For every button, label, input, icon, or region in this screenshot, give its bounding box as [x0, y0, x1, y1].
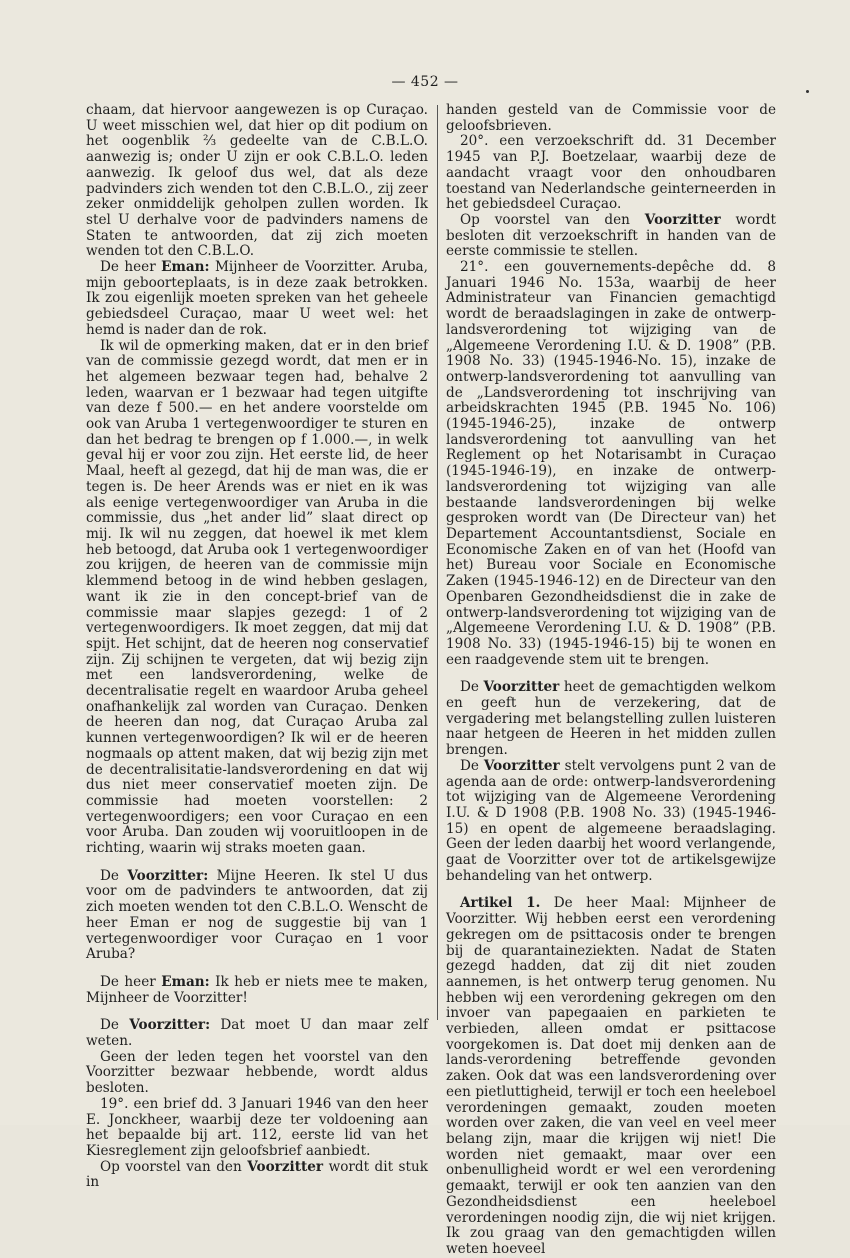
speaker-name: Voorzitter:	[127, 867, 209, 884]
paragraph: De heer Eman: Ik heb er niets mee te maken, Mijnheer de Voorzitter!	[86, 973, 428, 1006]
page-number: — 452 —	[391, 74, 459, 90]
paragraph: Op voorstel van den Voorzitter wordt besloten dit verzoekschrift in handen van de eerste commissie te stellen.	[446, 211, 776, 260]
paragraph: 20°. een verzoekschrift dd. 31 December 1945 van P.J. Boetzelaar, waarbij deze de aandacht vraagt voor den onhoudbaren toestand van Nederlandsche geinterneerden in het gebiedsdeel Curaçao.	[446, 133, 776, 213]
paragraph: De Voorzitter: Dat moet U dan maar zelf weten.	[86, 1017, 428, 1050]
paragraph: De Voorzitter: Mijne Heeren. Ik stel U dus voor om de padvinders te antwoorden, dat zij zich moeten wenden tot den C.B.L.O. Wenscht de heer Eman er nog de suggestie bij van 1 vertegenwoordiger voor Curaçao en 1 voor Aruba?	[86, 867, 428, 963]
paragraph: handen gesteld van de Commissie voor de geloofsbrieven.	[446, 102, 776, 134]
left-column	[86, 103, 428, 1191]
speaker-name: Voorzitter	[644, 211, 721, 228]
speaker-name: Eman:	[161, 259, 210, 276]
paragraph: chaam, dat hiervoor aangewezen is op Curaçao. U weet misschien wel, dat hier op dit podium on het oogenblik ⅔ gedeelte van de C.B.L.O. aanwezig is; onder U zijn er ook C.B.L.O. leden aanwezig. Ik geloof dus wel, dat als deze padvinders zich wenden tot den C.B.L.O., zij zeer zeker onmiddelijk geholpen zullen worden. Ik stel U derhalve voor de padvinders namens de Staten te antwoorden, dat zij zich moeten wenden tot den C.B.L.O.	[86, 102, 428, 260]
paragraph: 21°. een gouvernements-depêche dd. 8 Januari 1946 No. 153a, waarbij de heer Administrateur van Financien gemachtigd wordt de beraadslagingen in zake de ontwerp-landsverordening tot wijziging van de „Algemeene Verordening I.U. & D. 1908” (P.B. 1908 No. 33) (1945-1946-No. 15), inzake de ontwerp-landsverordening tot aanvulling van de „Landsverordening tot inschrijving van arbeidskrachten 1945 (P.B. 1945 No. 106) (1945-1946-25), inzake de ontwerp landsverordening tot aanvulling van het Reglement op het Notarisambt in Curaçao (1945-1946-19), en inzake de ontwerp-landsverordening tot wijziging van alle bestaande landsverordeningen bij welke gesproken wordt van (De Directeur van) het Departement Accountantsdienst, Sociale en Economische Zaken en of van het (Hoofd van het) Bureau voor Sociale en Economische Zaken (1945-1946-12) en de Directeur van den Openbaren Gezondheidsdienst die in zake de ontwerp-landsverordening tot wijziging van de „Algemeene Verordening I.U. & D. 1908” (P.B. 1908 No. 33) (1945-1946-15) bij te wonen en een raadgevende stem uit te brengen.	[446, 259, 776, 668]
paragraph: Op voorstel van den Voorzitter wordt dit stuk in	[86, 1158, 428, 1191]
paragraph: Artikel 1. De heer Maal: Mijnheer de Voorzitter. Wij hebben eerst een verordening gekregen om de psittacosis onder te brengen bij de quarantaineziekten. Nadat de Staten gezegd hadden, dat zij dit niet zouden aannemen, is het ontwerp terug genomen. Nu hebben wij een verordening gekregen om den invoer van papegaaien en parkieten te verbieden, alleen omdat er psittacose voorgekomen is. Dat doet mij denken aan de lands-verordening betreffende gevonden zaken. Ook dat was een landsverordening over een pietluttigheid, terwijl er toch een heeleboel verordeningen gemaakt, zouden moeten worden over zaken, die van veel en veel meer belang zijn, maar die krijgen wij niet! Die worden niet gemaakt, maar over een onbenulligheid wordt er wel een verordening gemaakt, terwijl er ook ten aanzien van den Gezondheidsdienst een heeleboel verordeningen noodig zijn, die wij niet krijgen. Ik zou graag van den gemachtigden willen weten hoeveel	[446, 895, 777, 1257]
paragraph: Ik wil de opmerking maken, dat er in den brief van de commissie gezegd wordt, dat men er in het algemeen bezwaar tegen had, behalve 2 leden, waarvan er 1 bezwaar had tegen uitgifte van deze f 500.— en het andere voorstelde om ook van Aruba 1 vertegenwoordiger te sturen en dan het bedrag te brengen op f 1.000.—, in welk geval hij er voor zou zijn. Het eerste lid, de heer Maal, heeft al gezegd, dat hij de man was, die er tegen is. De heer Arends was er niet en ik was als eenige vertegenwoordiger van Aruba in die commissie, dus „het ander lid” slaat direct op mij. Ik wil nu zeggen, dat hoewel ik met klem heb betoogd, dat Aruba ook 1 vertegenwoordiger zou krijgen, de heeren van de commissie mijn klemmend betoog in de wind hebben geslagen, want ik zie in den concept-brief van de commissie maar slapjes gezegd: 1 of 2 vertegenwoordigers. Ik moet zeggen, dat mij dat spijt. Het schijnt, dat de heeren nog conservatief zijn. Zij schijnen te vergeten, dat wij bezig zijn met een landsverordening, welke de decentralisatie regelt en waardoor Aruba geheel onafhankelijk zal worden van Curaçao. Denken de heeren dan nog, dat Curaçao Aruba zal kunnen vertegenwoordigen? Ik wil er de heeren nogmaals op attent maken, dat wij bezig zijn met de decentralisitatie-landsverordening en dat wij dus niet meer conservatief moeten zijn. De commissie had moeten voorstellen: 2 vertegenwoordigers; een voor Curaçao en een voor Aruba. Dan zouden wij vooruitloopen in de richting, waarin wij straks moeten gaan.	[86, 337, 428, 857]
speaker-name: Eman:	[161, 973, 210, 990]
paragraph: 19°. een brief dd. 3 Januari 1946 van den heer E. Jonckheer, waarbij deze ter voldoening aan het bepaalde bij art. 112, eerste lid van het Kiesreglement zijn geloofsbrief aanbiedt.	[86, 1095, 428, 1159]
speaker-name: Voorzitter	[483, 679, 560, 696]
paragraph: De Voorzitter stelt vervolgens punt 2 van de agenda aan de orde: ontwerp-landsverordening tot wijziging van de Algemeene Verordening I.U. & D 1908 (P.B. 1908 No. 33) (1945-1946-15) en opent de algemeene beraadslaging. Geen der leden daarbij het woord verlangende, gaat de Voorzitter over tot de artikelsgewijze behandeling van het ontwerp.	[446, 757, 776, 884]
speaker-name: Voorzitter:	[129, 1017, 211, 1034]
speaker-name: Voorzitter	[483, 757, 560, 774]
right-column	[446, 103, 776, 1258]
column-divider	[437, 105, 438, 1020]
margin-speck	[806, 90, 809, 93]
paragraph: Geen der leden tegen het voorstel van den Voorzitter bezwaar hebbende, wordt aldus besloten.	[86, 1048, 428, 1097]
paragraph: De Voorzitter heet de gemachtigden welkom en geeft hun de verzekering, dat de vergadering met belangstelling zullen luisteren naar hetgeen de Heeren in het midden zullen brengen.	[446, 679, 776, 759]
speaker-name: Voorzitter	[247, 1158, 324, 1175]
paragraph: De heer Eman: Mijnheer de Voorzitter. Aruba, mijn geboorteplaats, is in deze zaak betrokken. Ik zou eigenlijk moeten spreken van het geheele gebiedsdeel Curaçao, maar U weet wel: het hemd is nader dan de rok.	[86, 259, 428, 338]
article-heading: Artikel 1.	[460, 895, 541, 912]
